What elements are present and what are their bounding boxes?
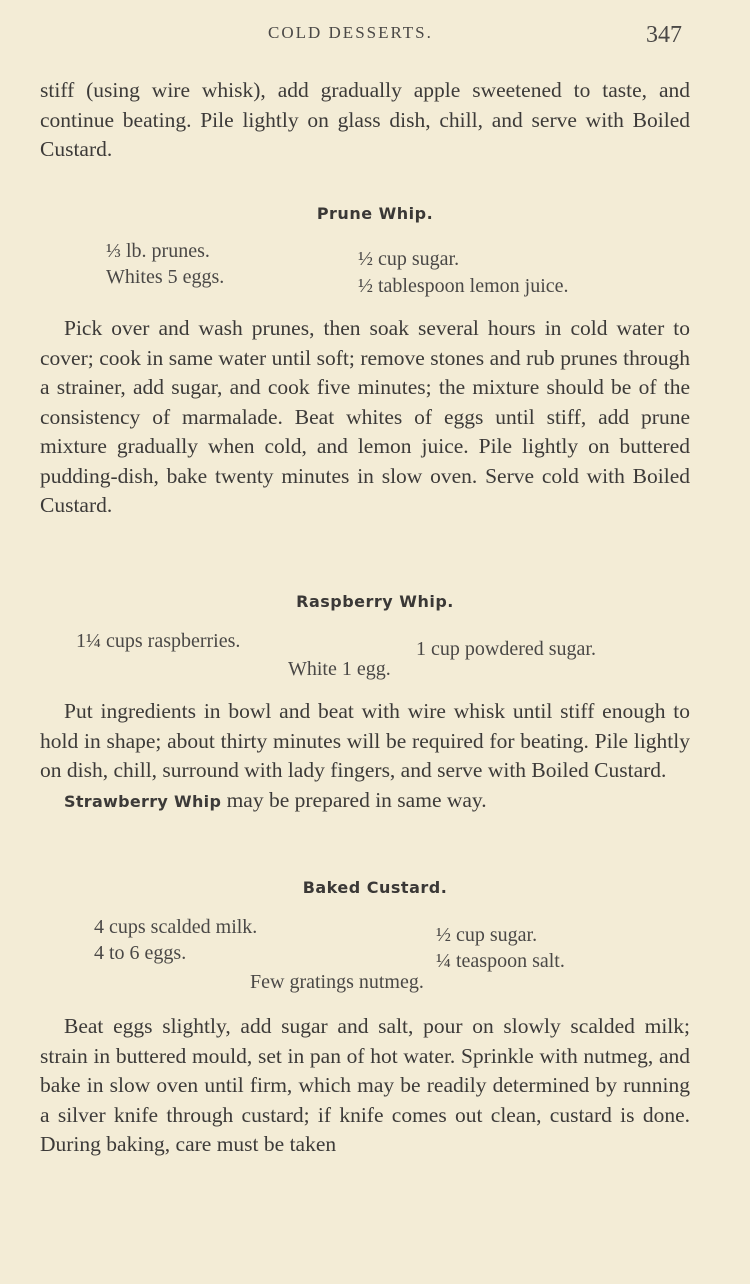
ingredient-egg-whites: Whites 5 eggs. bbox=[106, 266, 225, 288]
ingredient-scalded-milk: 4 cups scalded milk. bbox=[94, 916, 258, 938]
recipe-title-baked-custard: Baked Custard. bbox=[302, 878, 448, 897]
strawberry-whip-note-text: may be prepared in same way. bbox=[221, 787, 487, 812]
recipe-title-raspberry-whip: Raspberry Whip. bbox=[296, 592, 454, 611]
ingredient-nutmeg: Few gratings nutmeg. bbox=[250, 971, 424, 993]
ingredient-raspberries: 1¼ cups raspberries. bbox=[76, 630, 241, 652]
baked-custard-method: Beat eggs slightly, add sugar and salt, pour on slowly scalded milk; strain in buttered mould, set in pan of hot water. Sprinkle with nutmeg, and bake in slow oven until firm, which may be readily determined by running a silver knife through custard; if knife comes out clean, custard is done. During baking, care must be taken bbox=[40, 1014, 690, 1156]
raspberry-whip-method-block bbox=[40, 697, 690, 816]
ingredient-powdered-sugar: 1 cup powdered sugar. bbox=[416, 638, 596, 660]
prune-whip-method-block bbox=[40, 314, 690, 521]
page-number: 347 bbox=[646, 22, 682, 48]
running-head: COLD DESSERTS. bbox=[268, 23, 433, 42]
strawberry-whip-note bbox=[40, 786, 690, 817]
recipe-title-prune-whip: Prune Whip. bbox=[316, 204, 434, 223]
intro-paragraph-block bbox=[40, 76, 690, 165]
ingredient-prunes: ⅓ lb. prunes. bbox=[106, 240, 210, 262]
ingredient-custard-sugar: ½ cup sugar. bbox=[436, 924, 538, 946]
intro-paragraph: stiff (using wire whisk), add gradually apple sweetened to taste, and continue beating. Pile lightly on glass dish, chill, and serve with Boiled Custard. bbox=[40, 78, 690, 161]
ingredient-eggs: 4 to 6 eggs. bbox=[94, 942, 187, 964]
ingredient-sugar: ½ cup sugar. bbox=[358, 248, 460, 270]
baked-custard-method-block bbox=[40, 1012, 690, 1160]
page-header bbox=[0, 20, 750, 60]
strawberry-whip-title: Strawberry Whip bbox=[64, 791, 222, 811]
ingredient-lemon-juice: ½ tablespoon lemon juice. bbox=[358, 275, 569, 297]
raspberry-whip-method: Put ingredients in bowl and beat with wire whisk until stiff enough to hold in shape; about thirty minutes will be required for beating. Pile lightly on dish, chill, surround with lady fingers, and serve with Boiled Custard. bbox=[40, 699, 690, 782]
ingredient-egg-white: White 1 egg. bbox=[288, 658, 391, 680]
prune-whip-method: Pick over and wash prunes, then soak several hours in cold water to cover; cook in same water until soft; remove stones and rub prunes through a strainer, add sugar, and cook five minutes; the mixture should be of the consistency of marmalade. Beat whites of eggs until stiff, add prune mixture gradually when cold, and lemon juice. Pile lightly on buttered pudding-dish, bake twenty minutes in slow oven. Serve cold with Boiled Custard. bbox=[40, 316, 690, 517]
ingredient-salt: ¼ teaspoon salt. bbox=[436, 950, 565, 972]
